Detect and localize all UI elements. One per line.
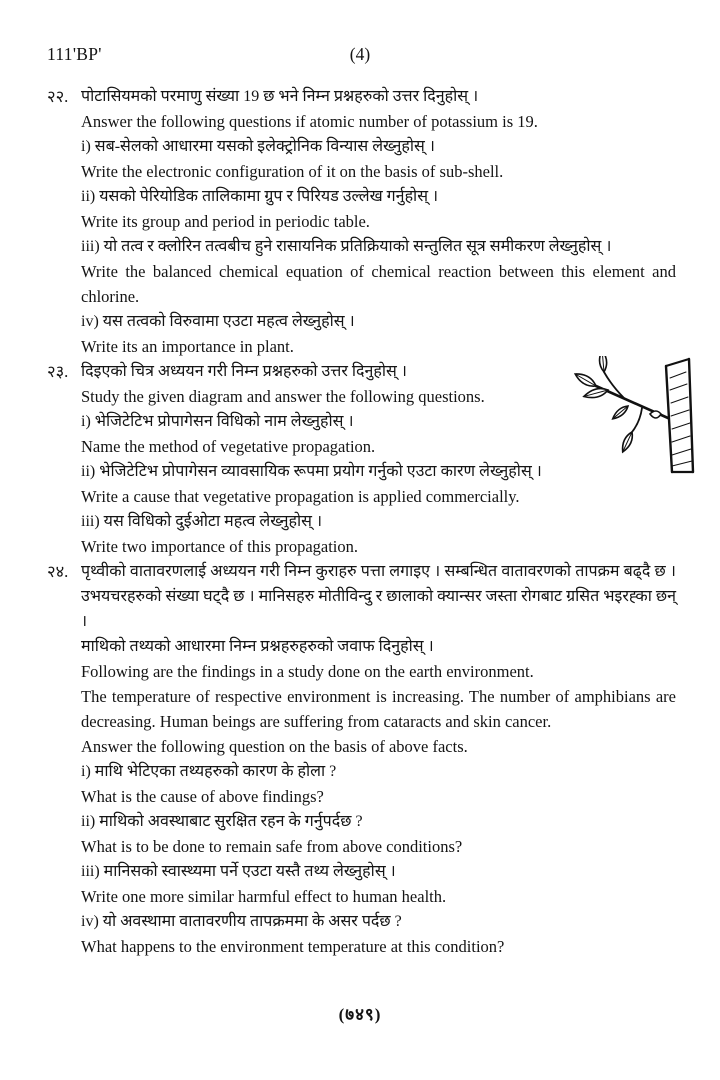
- question-line: Answer the following questions if atomic number of potassium is 19.: [81, 112, 538, 131]
- question-line: Write the electronic configuration of it on the basis of sub-shell.: [81, 162, 504, 181]
- question-number: २४.: [47, 562, 69, 581]
- paper-code: 111'BP': [47, 44, 102, 64]
- question-line: iii) यस विधिको दुईओटा महत्व लेख्नुहोस् ।: [81, 513, 323, 530]
- question-line: पोटासियमको परमाणु संख्या 19 छ भने निम्न प्रश्नहरुको उत्तर दिनुहोस् ।: [81, 88, 479, 105]
- question-number: २३.: [47, 362, 69, 381]
- question: [47, 84, 676, 359]
- question-line: The temperature of respective environment is increasing. The number of amphibians are decreasing. Human beings are suffering from cataracts and skin cancer.: [81, 687, 676, 731]
- question: [47, 559, 676, 959]
- question-line: i) भेजिटेटिभ प्रोपागेसन विधिको नाम लेख्नुहोस् ।: [81, 413, 354, 430]
- question-line: Following are the findings in a study done on the earth environment.: [81, 662, 534, 681]
- question-line: पृथ्वीको वातावरणलाई अध्ययन गरी निम्न कुराहरु पत्ता लगाइए । सम्बन्धित वातावरणको तापक्रम बढ्दै छ । उभयचरहरुको संख्या घट्दै छ । मानिसहरु मोतीविन्दु र छालाको क्यान्सर जस्ता रोगबाट ग्रसित भइरह्का छन् ।: [81, 563, 676, 630]
- question-line: Study the given diagram and answer the following questions.: [81, 387, 485, 406]
- page-header: [47, 44, 673, 68]
- plant-cutting-diagram: [562, 356, 704, 476]
- page-number: (4): [349, 44, 371, 64]
- question-line: iii) यो तत्व र क्लोरिन तत्वबीच हुने रासायनिक प्रतिक्रियाको सन्तुलित सूत्र समीकरण लेख्नुहोस् ।: [81, 238, 612, 255]
- question-line: Write two importance of this propagation.: [81, 537, 359, 556]
- plant-cutting-illustration: [562, 356, 704, 476]
- question-line: Write a cause that vegetative propagation is applied commercially.: [81, 487, 520, 506]
- question-line: What happens to the environment temperature at this condition?: [81, 937, 505, 956]
- question-line: i) सब-सेलको आधारमा यसको इलेक्ट्रोनिक विन्यास लेख्नुहोस् ।: [81, 138, 435, 155]
- question-line: Name the method of vegetative propagation.: [81, 437, 376, 456]
- question-line: Write its an importance in plant.: [81, 337, 294, 356]
- question-line: Write its group and period in periodic table.: [81, 212, 370, 231]
- question-line: Answer the following question on the basis of above facts.: [81, 737, 468, 756]
- question-line: ii) भेजिटेटिभ प्रोपागेसन व्यावसायिक रूपमा प्रयोग गर्नुको एउटा कारण लेख्नुहोस् ।: [81, 463, 542, 480]
- question-line: iv) यस तत्वको विरुवामा एउटा महत्व लेख्नुहोस् ।: [81, 313, 355, 330]
- question-line: iv) यो अवस्थामा वातावरणीय तापक्रममा के असर पर्दछ ?: [81, 913, 402, 930]
- question-line: What is the cause of above findings?: [81, 787, 324, 806]
- question-number: २२.: [47, 87, 69, 106]
- question-line: दिइएको चित्र अध्ययन गरी निम्न प्रश्नहरुको उत्तर दिनुहोस् ।: [81, 363, 407, 380]
- question-line: What is to be done to remain safe from above conditions?: [81, 837, 463, 856]
- question-line: i) माथि भेटिएका तथ्यहरुको कारण के होला ?: [81, 763, 337, 780]
- question-body: [81, 84, 676, 359]
- footer-page-mark: (७४९): [338, 1005, 382, 1024]
- question-line: iii) मानिसको स्वास्थ्यमा पर्ने एउटा यस्तै तथ्य लेख्नुहोस् ।: [81, 863, 396, 880]
- question-line: Write the balanced chemical equation of chemical reaction between this element and chlorine.: [81, 262, 676, 306]
- question-line: माथिको तथ्यको आधारमा निम्न प्रश्नहरुहरुको जवाफ दिनुहोस् ।: [81, 638, 434, 655]
- question-line: ii) यसको पेरियोडिक तालिकामा ग्रुप र पिरियड उल्लेख गर्नुहोस् ।: [81, 188, 439, 205]
- question-body: [81, 559, 676, 959]
- question-line: Write one more similar harmful effect to human health.: [81, 887, 447, 906]
- question-line: ii) माथिको अवस्थाबाट सुरक्षित रहन के गर्नुपर्दछ ?: [81, 813, 363, 830]
- questions-list: [47, 84, 676, 959]
